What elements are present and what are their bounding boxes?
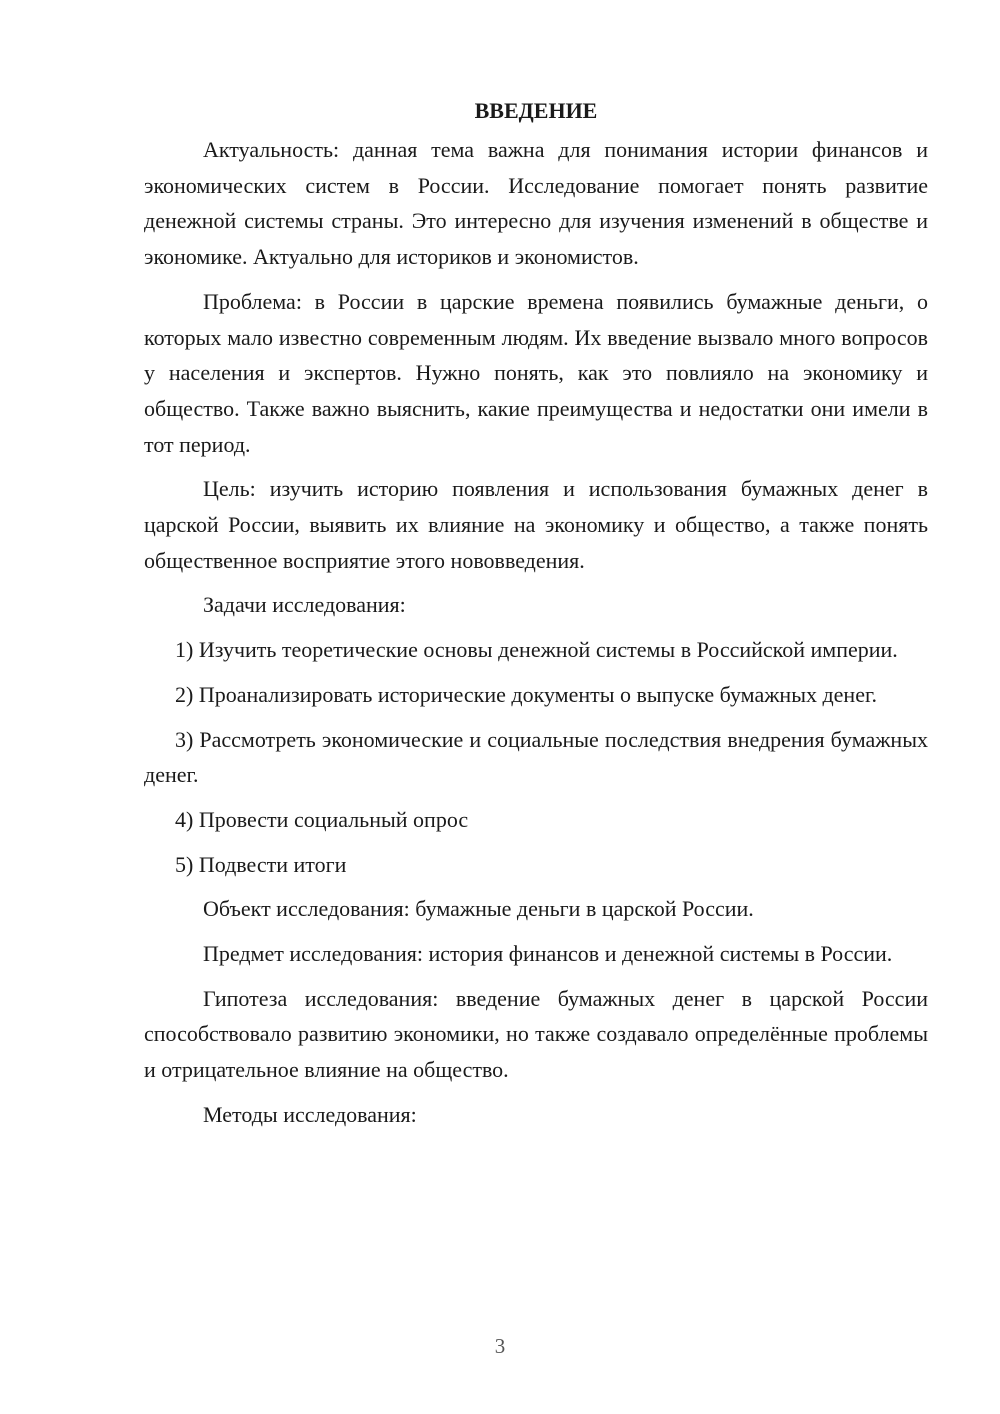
paragraph-hypothesis: Гипотеза исследования: введение бумажных денег в царской России способствовало развитию экономики, но также создавало определённые проблемы и отрицательное влияние на общество. (144, 985, 928, 1083)
task-item-5: 5) Подвести итоги (175, 851, 347, 877)
page-number: 3 (494, 1334, 506, 1358)
page-title: ВВЕДЕНИЕ (474, 98, 598, 123)
document-page (144, 96, 928, 1142)
task-item-3: 3) Рассмотреть экономические и социальные последствия внедрения бумажных денег. (144, 726, 928, 788)
task-item-4: 4) Провести социальный опрос (175, 806, 469, 832)
paragraph-object: Объект исследования: бумажные деньги в царской России. (203, 896, 754, 922)
tasks-heading: Задачи исследования: (203, 592, 406, 618)
paragraph-goal: Цель: изучить историю появления и использования бумажных денег в царской России, выявить их влияние на экономику и общество, а также понять общественное восприятие этого нововведения. (144, 476, 928, 573)
methods-heading: Методы исследования: (203, 1101, 417, 1127)
paragraph-problem: Проблема: в России в царские времена появились бумажные деньги, о которых мало известно современным людям. Их введение вызвало много вопросов у населения и экспертов. Нужно понять, как это повлияло на экономику и общество. Также важно выяснить, какие преимущества и недостатки они имели в тот период. (144, 288, 928, 457)
task-item-1: 1) Изучить теоретические основы денежной системы в Российской империи. (175, 637, 898, 663)
paragraph-relevance: Актуальность: данная тема важна для понимания истории финансов и экономических систем в России. Исследование помогает понять развитие денежной системы страны. Это интересно для изучения изменений в обществе и экономике. Актуально для историков и экономистов. (144, 137, 928, 270)
paragraph-subject: Предмет исследования: история финансов и денежной системы в России. (203, 941, 893, 967)
task-item-2: 2) Проанализировать исторические документы о выпуске бумажных денег. (175, 681, 878, 707)
